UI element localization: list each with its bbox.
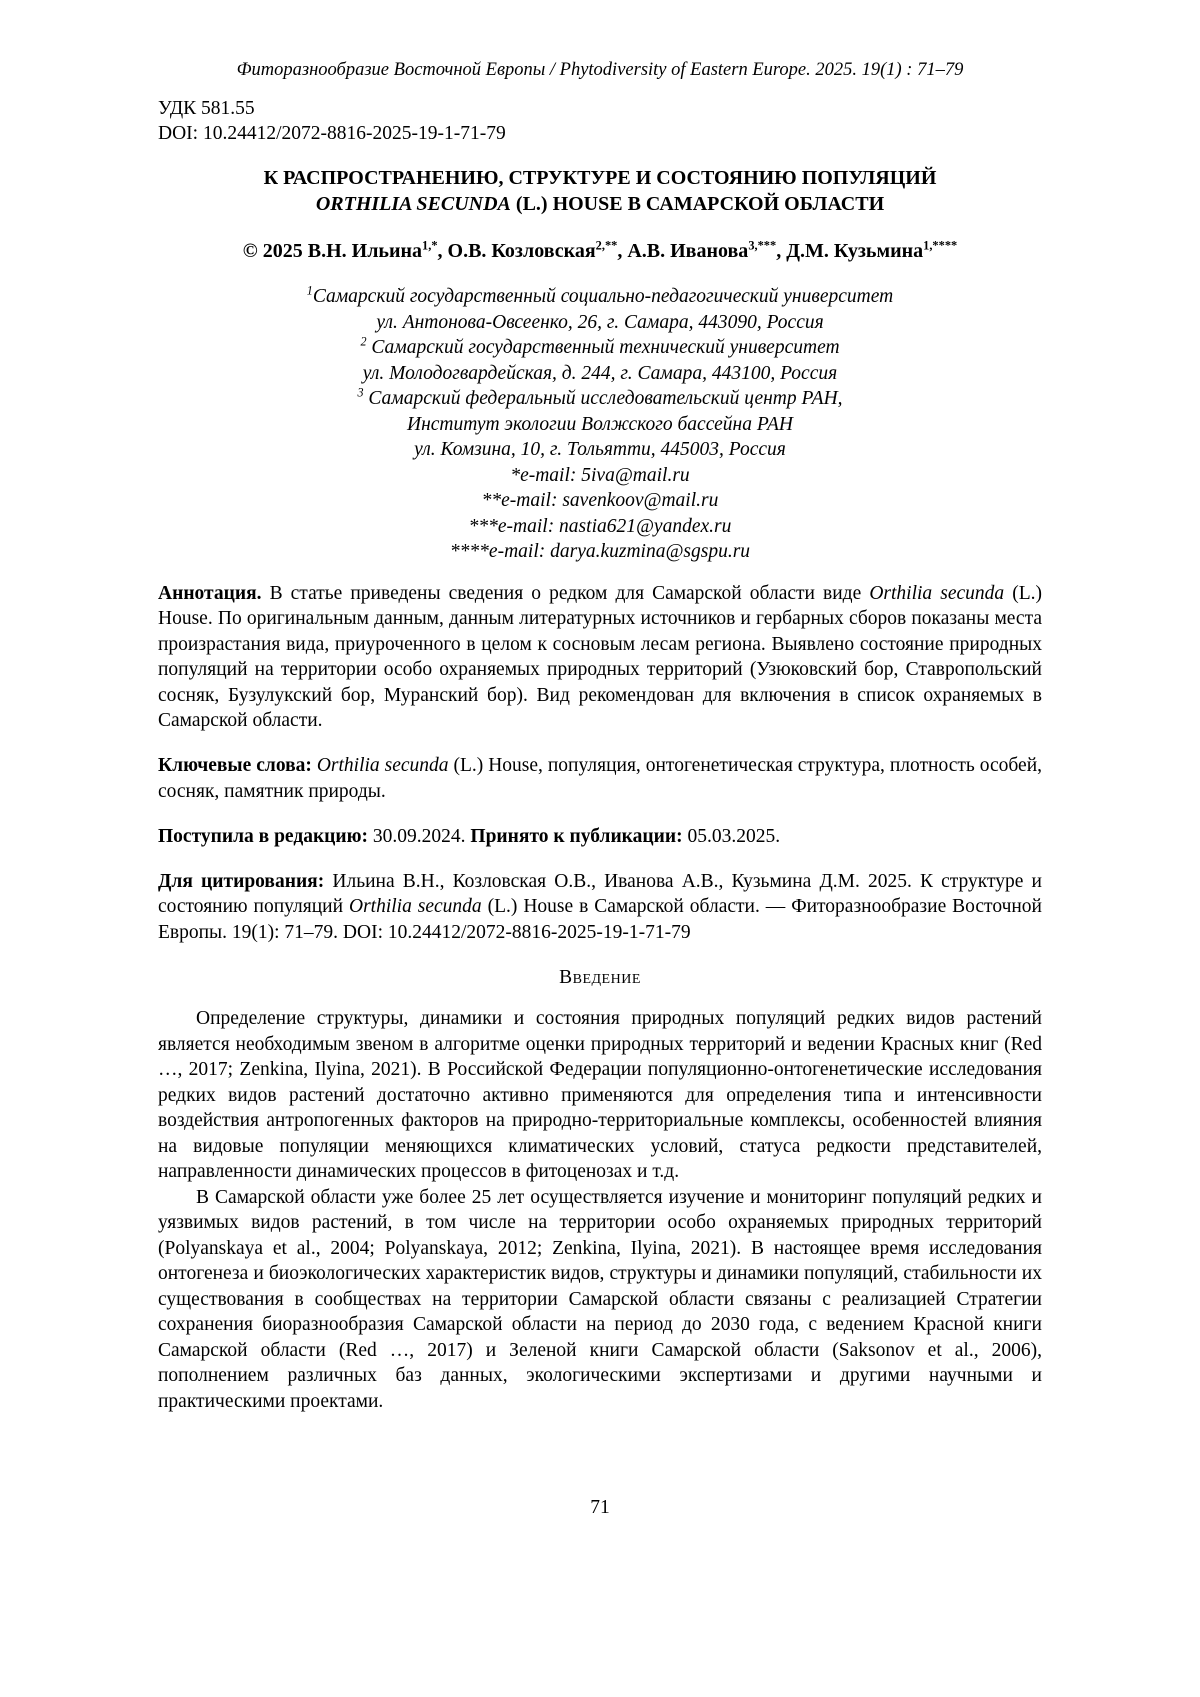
email-text: ***e-mail: nastia621@yandex.ru [468,515,732,537]
title-species-name: ORTHILIA SECUNDA [315,193,511,215]
email-text: **e-mail: savenkoov@mail.ru [481,490,719,511]
introduction-paragraph: В Самарской области уже более 25 лет осуществляется изучение и мониторинг популяций редких и уязвимых видов растений, в том числе на территории особо охраняемых природных территорий (Polyanskaya et al., 2004; Polyanskaya, 2012; Zenkina, Ilyina, 2021). В настоящее время исследования онтогенеза и биоэкологических характеристик видов, структуры и динамики популяций, стабильности их существования в сообществах на территории Самарской области связаны с реализацией Стратегии сохранения биоразнообразия Самарской области на период до 2030 года, с ведением Красной книги Самарской области (Red …, 2017) и Зеленой книги Самарской области (Saksonov et al., 2006), пополнением различных баз данных, экологическими экспертизами и другими научными и практическими проектами. [158,1186,1042,1412]
species-name: Orthilia secunda [316,755,449,776]
affiliation-text: ул. Молодогвардейская, д. 244, г. Самара, 443100, Россия [362,362,838,384]
email-text: ****e-mail: darya.kuzmina@sgspu.ru [449,541,751,562]
citation-paragraph [158,869,1042,946]
citation-text: (L.) House в Самарской области. — Фиторазнообразие Восточной Европы. 19(1): 71–79. DOI: 10.24412/2072-8816-2025-19-1-71-79 [158,896,1042,943]
affiliation-line [158,335,1042,361]
abstract-text: В статье приведены сведения о редком для Самарской области виде [261,582,870,604]
affiliation-line [158,386,1042,412]
affiliation-text: ул. Антонова-Овсеенко, 26, г. Самара, 443090, Россия [376,311,824,333]
running-head: Фиторазнообразие Восточной Европы / Phytodiversity of Eastern Europe. 2025. 19(1) : 71–79 [236,60,964,80]
received-date: 30.09.2024. [368,825,471,847]
affiliation-line [158,412,1042,438]
introduction-body [158,1006,1042,1414]
affiliation-text: ул. Комзина, 10, г. Тольятти, 445003, Россия [414,439,786,460]
copyright-year: © 2025 [242,239,308,262]
article-title [158,165,1042,218]
affiliation-address-line [158,437,1042,463]
page-number: 71 [590,1497,610,1518]
affiliation-text: Институт экологии Волжского бассейна РАН [406,413,794,435]
affiliation-marker: 2 [360,334,367,349]
abstract-text: (L.) House. По оригинальным данным, данным литературных источников и гербарных сборов показаны места произрастания вида, приуроченного в целом к сосновым лесам региона. Выявлено состояние природных популяций на территории особо охраняемых природных территорий (Узюковский бор, Ставропольский сосняк, Бузулукский бор, Муранский бор). Вид рекомендован для включения в список охраняемых в Самарской области. [158,582,1042,731]
author-separator: , [437,239,448,262]
abstract-label: Аннотация. [158,582,262,604]
email-line [158,488,1042,514]
section-heading-introduction: Введение [559,966,641,988]
affiliation-address-line [158,361,1042,387]
email-line [158,463,1042,489]
affiliation-text: Самарский государственный социально-педагогический университет [312,286,894,307]
doi-line: DOI: 10.24412/2072-8816-2025-19-1-71-79 [158,123,506,144]
dates-paragraph [158,824,1042,850]
affiliation-address-line [158,310,1042,336]
keywords-label: Ключевые слова: [158,755,317,776]
title-line2-rest: (L.) HOUSE В САМАРСКОЙ ОБЛАСТИ [510,193,885,215]
accepted-label: Принято к публикации: [470,825,683,847]
author-separator: , [776,239,787,262]
author-affiliation-marker: 1,* [422,237,438,252]
author-name: В.Н. Ильина [307,239,423,262]
author-name: Д.М. Кузьмина [786,239,924,262]
received-label: Поступила в редакцию: [158,825,369,847]
affiliation-text: Самарский государственный технический университет [366,337,840,358]
abstract-paragraph [158,581,1042,734]
keywords-paragraph [158,753,1042,804]
email-text: *e-mail: 5iva@mail.ru [510,464,690,486]
affiliations-block [158,284,1042,565]
meta-block [158,96,1042,147]
affiliation-line [158,284,1042,310]
author-affiliation-marker: 3,*** [748,237,777,252]
species-name: Orthilia secunda [349,896,482,917]
accepted-date: 05.03.2025. [682,825,781,847]
email-line [158,514,1042,540]
introduction-paragraph: Определение структуры, динамики и состояния природных популяций редких видов растений является необходимым звеном в алгоритме оценки природных территорий и ведении Красных книг (Red …, 2017; Zenkina, Ilyina, 2021). В Российской Федерации популяционно-онтогенетические исследования редких видов растений достаточно активно применяются для определения типа и интенсивности воздействия антропогенных факторов на природно-территориальные комплексы, особенностей влияния на видовые популяции меняющихся климатических условий, статуса редкости представителей, направленности динамических процессов в фитоценозах и т.д. [158,1008,1042,1182]
species-name: Orthilia secunda [869,582,1005,604]
citation-text: Ильина В.Н., Козловская О.В., Иванова А.В., Кузьмина Д.М. 2025. К структуре и состоянию популяций [158,870,1042,917]
authors-line [158,238,1042,265]
title-line1: К РАСПРОСТРАНЕНИЮ, СТРУКТУРЕ И СОСТОЯНИЮ ПОПУЛЯЦИЙ [263,166,937,189]
affiliation-text: Самарский федеральный исследовательский центр РАН, [363,388,843,409]
author-separator: , [617,239,628,262]
keywords-text: (L.) House, популяция, онтогенетическая структура, плотность особей, сосняк, памятник природы. [158,755,1043,802]
citation-label: Для цитирования: [158,870,333,892]
author-affiliation-marker: 1,**** [923,237,958,252]
udc-number: УДК 581.55 [158,97,255,119]
author-affiliation-marker: 2,** [595,237,618,252]
author-name: А.В. Иванова [627,239,749,262]
affiliation-marker: 3 [357,385,364,400]
affiliation-marker: 1 [306,283,313,298]
author-name: О.В. Козловская [447,239,596,262]
email-line [158,539,1042,565]
